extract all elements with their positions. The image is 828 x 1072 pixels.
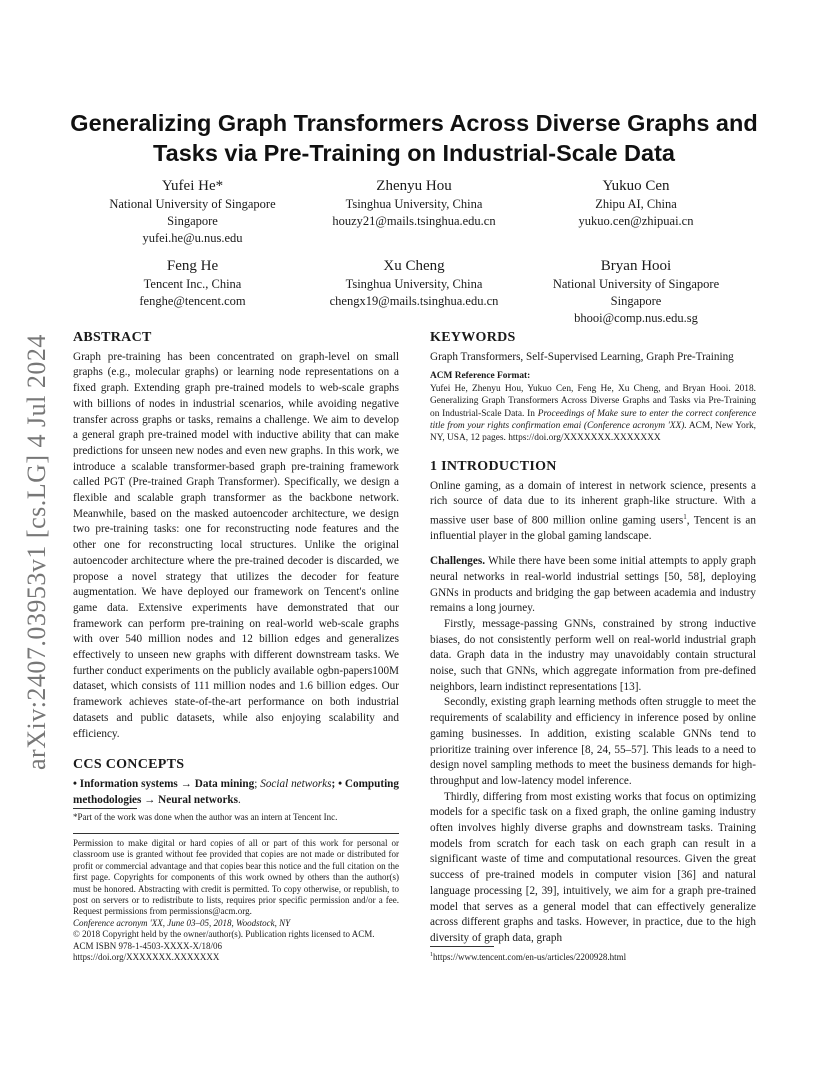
- author-affiliation: Tsinghua University, China: [345, 197, 483, 211]
- footnote-marker: 1: [683, 512, 687, 521]
- acm-reference-part-1: Yufei He, Zhenyu Hou, Yukuo Cen, Feng He, Xu Cheng, and Bryan Hooi. 2018. Generalizing Graph Transformers Across Diverse Graphs and Tasks via Pre-Training on Industrial-Scale Data. In: [430, 383, 756, 419]
- keywords-heading: KEYWORDS: [430, 330, 516, 345]
- author-name: Yufei He*: [161, 178, 224, 194]
- author-block: [95, 256, 290, 310]
- title-line-2: Tasks via Pre-Training on Industrial-Scale Data: [153, 140, 675, 166]
- author-email[interactable]: yufei.he@u.nus.edu: [142, 231, 243, 245]
- acm-reference-part-2: ACM, New York, NY, USA, 12 pages. https://doi.org/XXXXXXX.XXXXXXX: [430, 421, 756, 444]
- ccs-part-2: ;: [254, 777, 261, 790]
- intro-paragraph-4: Secondly, existing graph learning methods often struggle to meet the requirements of scalability and efficiency in inference posed by online gaming businesses. In addition, existing scalable GNNs tend to prioritize training over inference [8, 24, 55–57]. This leads to a need to design novel sampling methods to meet the business demands for high-throughput and low-latency model inference.: [430, 696, 756, 787]
- acm-reference-text: [430, 383, 756, 445]
- challenges-label: Challenges.: [430, 555, 486, 568]
- intro-p2-text: While there have been some initial attempts to apply graph neural networks in real-world industrial settings [50, 58], deploying GNNs in products and bridging the gap between academia and industry remains a long journey.: [430, 555, 756, 615]
- ccs-part-3: Social networks: [260, 777, 332, 790]
- author-affiliation: Tencent Inc., China: [143, 277, 242, 291]
- copyright-notice: © 2018 Copyright held by the owner/author(s). Publication rights licensed to ACM.: [73, 929, 375, 940]
- author-name: Feng He: [166, 258, 219, 274]
- intro-paragraph-5: Thirdly, differing from most existing works that focus on optimizing models for a specific task on a fixed graph, the online gaming industry often involves highly diverse graphs and downstream tasks. Training models from scratch for each task on each graph can result in a significant waste of time and computational resources. Given the great success of pre-trained models in computer vision [36] and natural language processing [2, 39], intuitively, we aim for a graph pre-trained model that serves as a general model that can effectively generalize across different graphs and tasks. However, in practice, due to the high diversity of graph data, graph: [430, 790, 756, 944]
- author-affiliation: Zhipu AI, China: [595, 197, 677, 211]
- author-affiliation: National University of Singapore: [552, 277, 720, 291]
- ccs-part-4: ; • Computing methodologies → Neural networks: [73, 777, 399, 806]
- acm-isbn: ACM ISBN 978-1-4503-XXXX-X/18/06: [73, 940, 222, 951]
- intro-paragraph-2: [430, 554, 756, 617]
- author-name: Xu Cheng: [383, 258, 445, 274]
- permission-divider: [73, 833, 399, 834]
- keywords-text: Graph Transformers, Self-Supervised Learning, Graph Pre-Training: [430, 350, 734, 363]
- acm-reference-proceedings: Proceedings of Make sure to enter the correct conference title from your rights confirmation emai (Conference acronym 'XX).: [430, 408, 756, 432]
- author-email[interactable]: houzy21@mails.tsinghua.edu.cn: [332, 214, 496, 228]
- intro-paragraph-1: [430, 479, 756, 546]
- author-affiliation: Tsinghua University, China: [345, 277, 483, 291]
- abstract-text: Graph pre-training has been concentrated on graph-level on small graphs (e.g., molecular graphs) or learning node representations on a fixed graph. Extending graph pre-trained models to web-scale graphs with billions of nodes in industrial scenarios, while avoiding negative transfer across graphs or tasks, remains a challenge. We aim to develop a general graph pre-trained model with inductive ability that can make predictions for unseen new nodes and even new graphs. In this work, we introduce a scalable transformer-based graph pre-training framework called PGT (Pre-trained Graph Transformer). Specifically, we design a flexible and scalable graph transformer as the backbone network. Meanwhile, based on the masked autoencoder architecture, we design two pre-training tasks: one for reconstructing node features and the other one for reconstructing local structures. Unlike the original autoencoder architecture where the pre-trained decoder is discarded, we propose a novel strategy that utilizes the decoder for feature augmentation. We have deployed our framework on Tencent's online game data. Extensive experiments have demonstrated that our framework can perform pre-training on real-world web-scale graphs with over 540 million nodes and 12 billion edges and generalizes effectively to unseen new graphs with different downstream tasks. We further conduct experiments on the publicly available ogbn-papers100M dataset, which consists of 111 million nodes and 1.6 billion edges. Our framework achieves state-of-the-art performance on both industrial datasets and public datasets, while also enjoying scalability and efficiency.: [73, 350, 399, 740]
- right-column: [430, 330, 756, 947]
- ccs-heading: CCS CONCEPTS: [73, 757, 185, 773]
- ccs-part-1: • Information systems → Data mining: [73, 777, 255, 790]
- left-column: [73, 330, 399, 808]
- author-block: [538, 176, 734, 230]
- footnote-divider: [73, 808, 137, 809]
- intro-p1-end: , Tencent is an influential player in the global gaming landscape.: [430, 514, 756, 543]
- paper-title: [60, 108, 768, 168]
- author-block: [538, 256, 734, 327]
- arxiv-identifier: arXiv:2407.03953v1 [cs.LG] 4 Jul 2024: [22, 334, 51, 770]
- intro-paragraph-3: Firstly, message-passing GNNs, constrained by strong inductive biases, do not consistently perform well on real-world industrial graph data. Graph data in the industry may unavoidably contain structural noise, such that GNNs, which aggregate information from pre-defined neighbors, learn indistinct representations [13].: [430, 617, 756, 693]
- url-footnote-marker: 1: [430, 952, 433, 958]
- permission-text: Permission to make digital or hard copies of all or part of this work for personal or classroom use is granted without fee provided that copies are not made or distributed for profit or commercial advantage and that copies bear this notice and the full citation on the first page. Copyrights for components of this work owned by others than the author(s) must be honored. Abstracting with credit is permitted. To copy otherwise, or republish, to post on servers or to redistribute to lists, requires prior specific permission and/or a fee. Request permissions from permissions@acm.org.: [73, 838, 399, 917]
- author-affiliation: National University of Singapore: [109, 197, 276, 211]
- author-email[interactable]: yukuo.cen@zhipuai.cn: [578, 214, 694, 228]
- author-name: Yukuo Cen: [602, 178, 670, 194]
- author-name: Zhenyu Hou: [376, 178, 452, 194]
- title-line-1: Generalizing Graph Transformers Across Diverse Graphs and: [70, 110, 758, 136]
- conference-info: Conference acronym 'XX, June 03–05, 2018, Woodstock, NY: [73, 917, 291, 928]
- acm-reference-heading: ACM Reference Format:: [430, 371, 531, 382]
- author-name: Bryan Hooi: [600, 258, 672, 274]
- permission-block: [73, 838, 399, 963]
- author-email[interactable]: fenghe@tencent.com: [139, 294, 246, 308]
- url-footnote-divider: [430, 946, 494, 947]
- author-block: [316, 176, 512, 230]
- intro-p1-text: Online gaming, as a domain of interest in network science, presents a rich source of data due to its inherent graph-like structure. With a massive user base of 800 million online gaming users: [430, 479, 756, 527]
- author-email[interactable]: chengx19@mails.tsinghua.edu.cn: [329, 294, 499, 308]
- author-footnote: *Part of the work was done when the author was an intern at Tencent Inc.: [73, 812, 338, 822]
- url-footnote-link[interactable]: https://www.tencent.com/en-us/articles/2200928.html: [433, 952, 627, 962]
- doi-link[interactable]: https://doi.org/XXXXXXX.XXXXXXX: [73, 952, 220, 963]
- abstract-heading: ABSTRACT: [73, 330, 152, 345]
- author-country: Singapore: [167, 214, 218, 228]
- ccs-part-5: .: [238, 793, 241, 806]
- author-block: [95, 176, 290, 247]
- ccs-concepts: [73, 777, 399, 808]
- introduction-heading: 1 INTRODUCTION: [430, 458, 557, 474]
- acm-reference: [430, 370, 756, 444]
- url-footnote: [430, 950, 756, 963]
- author-country: Singapore: [610, 294, 662, 308]
- author-block: [316, 256, 512, 310]
- author-email[interactable]: bhooi@comp.nus.edu.sg: [574, 311, 698, 325]
